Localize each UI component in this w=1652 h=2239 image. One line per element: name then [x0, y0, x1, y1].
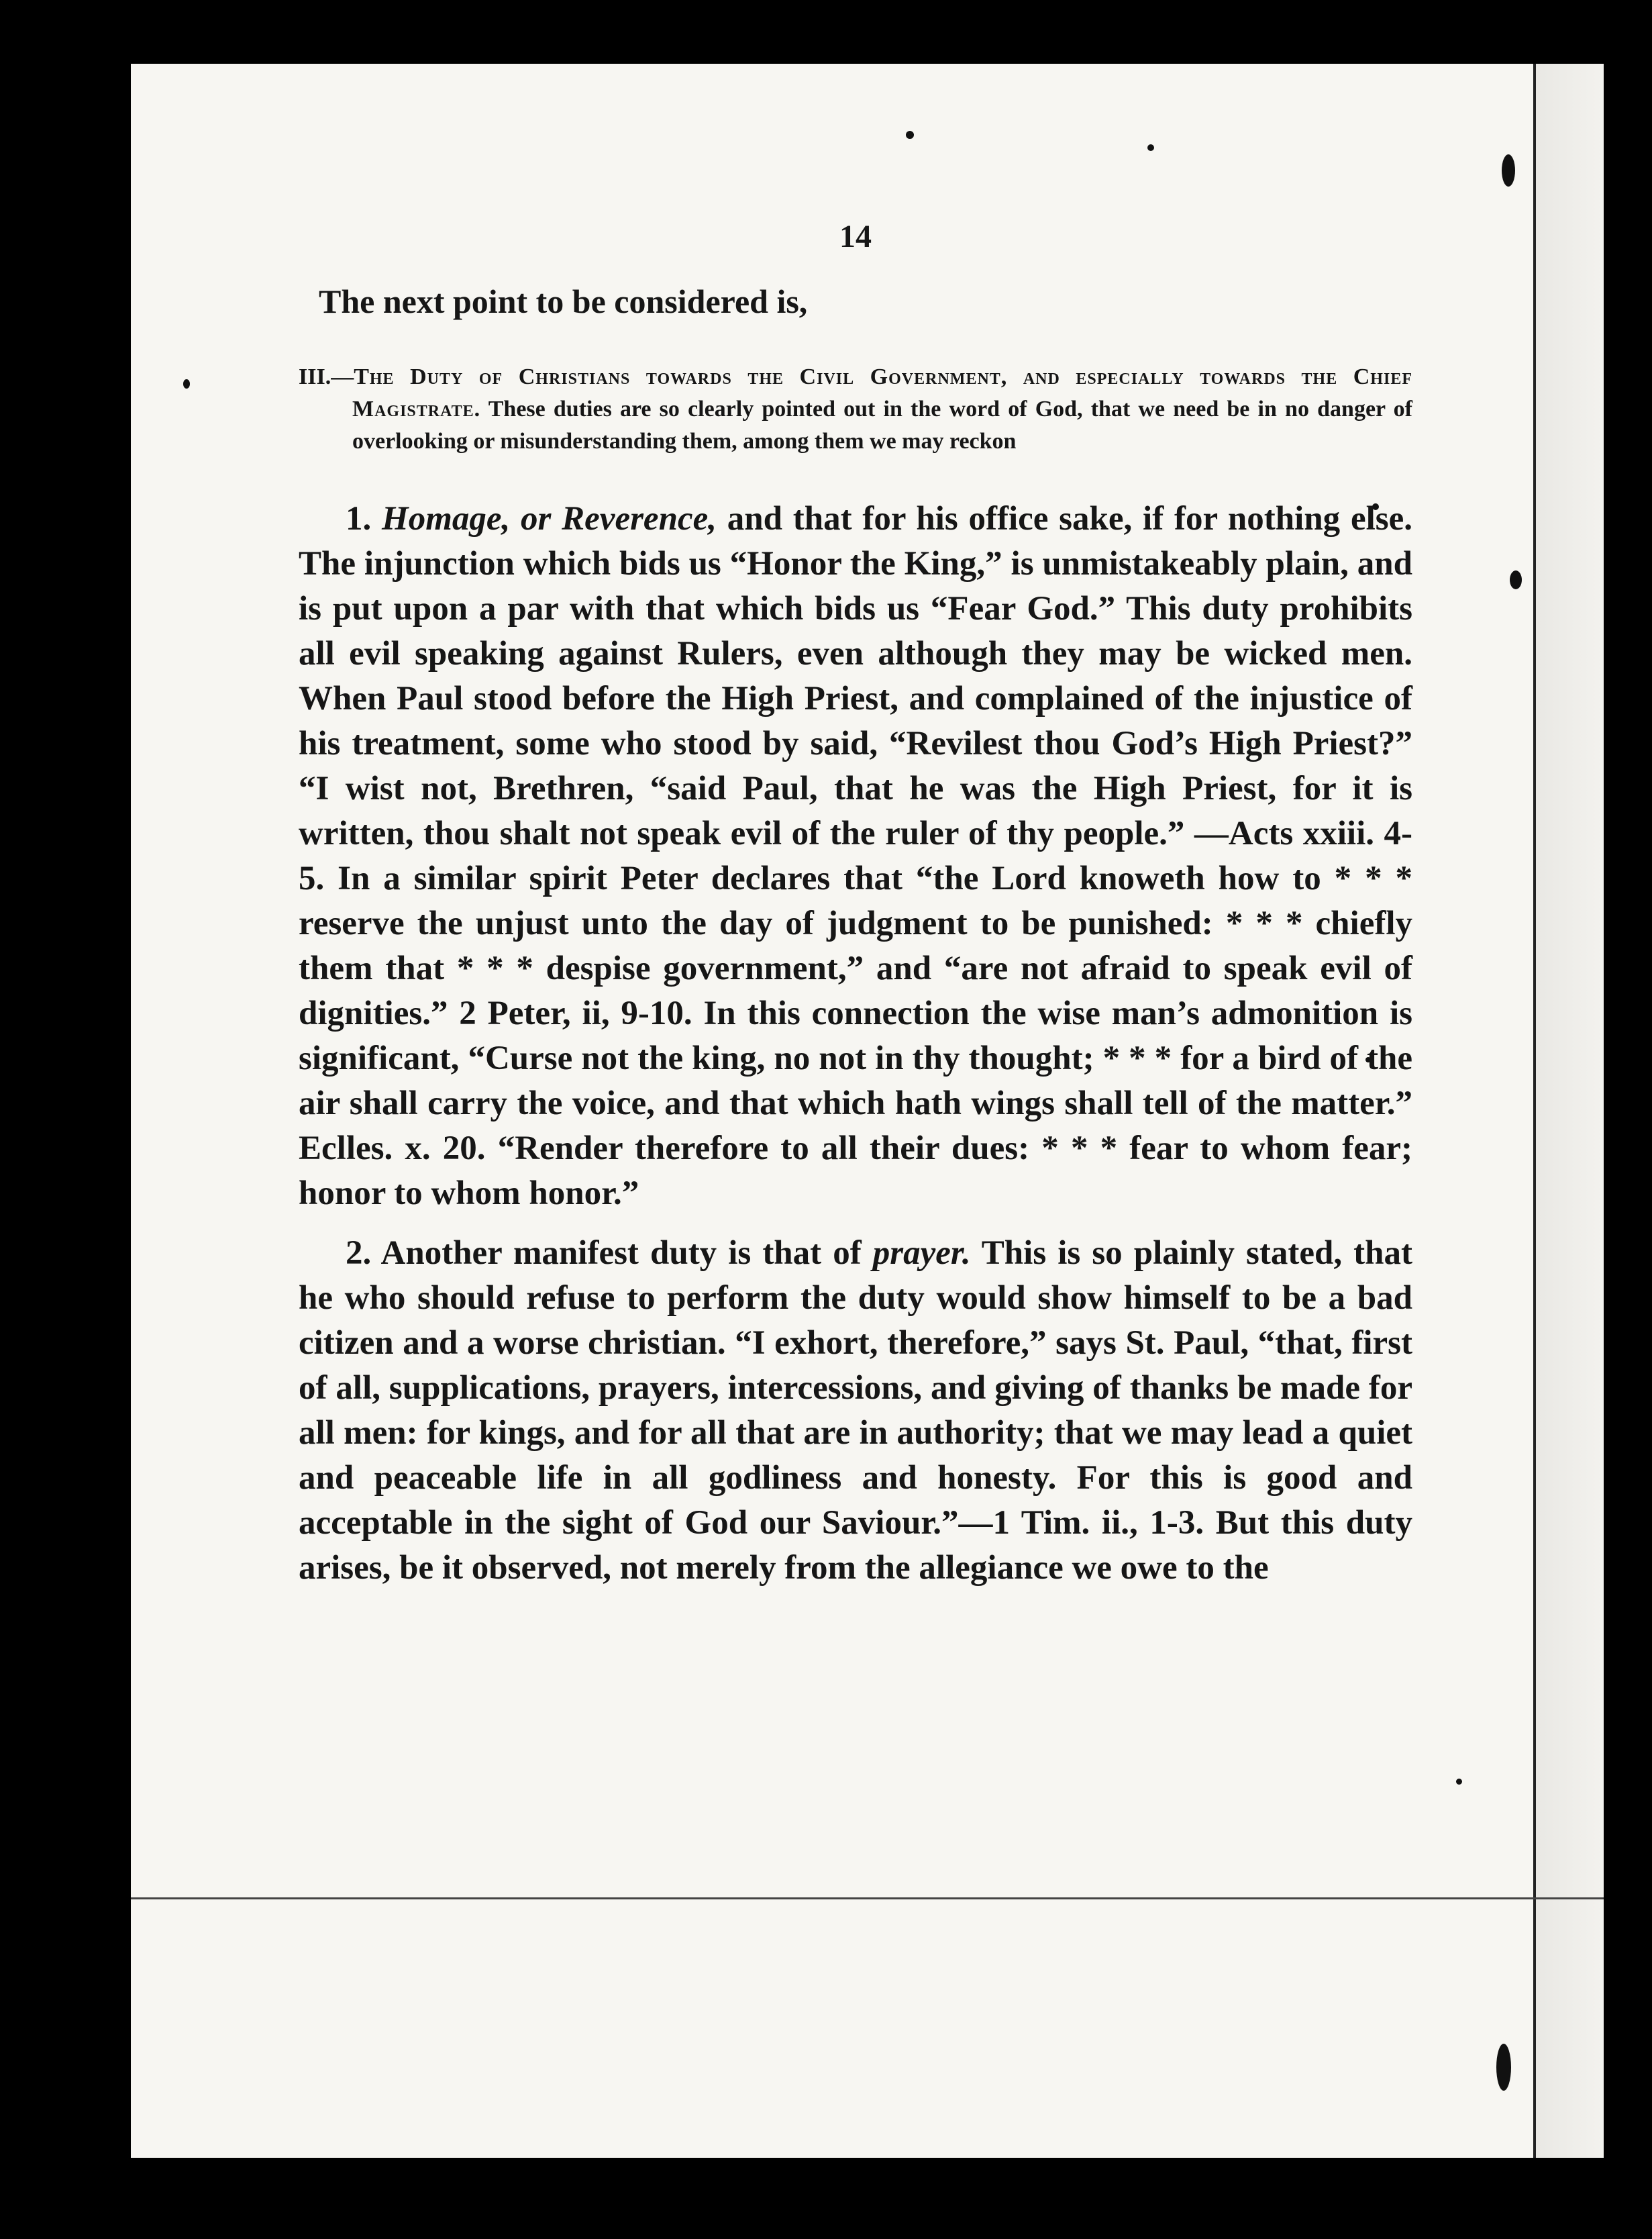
section-intro-text: These duties are so clearly pointed out in the word of God, that we need be in no danger of overlooking or misunderstanding them, among them we may reckon — [352, 397, 1412, 454]
paragraph-lead: 2. Another manifest duty is that of — [346, 1234, 873, 1272]
page-fold-shadow — [1536, 64, 1604, 2158]
emphasis-prayer: prayer. — [872, 1234, 971, 1272]
page-fold-line — [1533, 64, 1536, 2158]
ink-speck — [1496, 2044, 1511, 2091]
emphasis-homage: Homage, or Reverence, — [382, 500, 717, 538]
paragraph-homage — [299, 497, 1412, 1216]
section-numeral: III.— — [299, 364, 354, 389]
ink-speck — [1147, 144, 1154, 151]
ink-speck — [906, 131, 914, 139]
ink-speck — [183, 379, 190, 389]
section-title: The Duty of Christians towards the Civil Government, and especially towards the Chief Magistrate. — [352, 364, 1412, 421]
ink-speck — [1456, 1779, 1462, 1785]
scan-rule-line — [131, 1897, 1604, 1899]
section-heading — [299, 361, 1412, 458]
page-text — [299, 218, 1412, 1605]
paragraph-prayer — [299, 1231, 1412, 1591]
ink-speck — [1502, 154, 1515, 187]
paragraph-number: 1. — [346, 500, 382, 538]
paragraph-text: and that for his office sake, if for nothing else. The injunction which bids us “Honor the King,” is unmistakeably plain, and is put upon a par with that which bids us “Fear God.” This duty prohibits all evil speaking against Rulers, even although they may be wicked men. When Paul stood before the High Priest, and complained of the injustice of his treatment, some who stood by said, “Revilest thou God’s High Priest?” “I wist not, Brethren, “said Paul, that he was the High Priest, for it is written, thou shalt not speak evil of the ruler of thy people.” —Acts xxiii. 4-5. In a similar spirit Peter declares that “the Lord knoweth how to * * * reserve the unjust unto the day of judgment to be punished: * * * chiefly them that * * * despise government,” and “are not afraid to speak evil of dignities.” 2 Peter, ii, 9-10. In this connection the wise man’s admonition is significant, “Curse not the king, no not in thy thought; * * * for a bird of the air shall carry the voice, and that which hath wings shall tell of the matter.” Eclles. x. 20. “Render therefore to all their dues: * * * fear to whom fear; honor to whom honor.” — [299, 500, 1412, 1212]
ink-speck — [1510, 570, 1522, 589]
scanned-page — [131, 64, 1604, 2158]
paragraph-text: This is so plainly stated, that he who should refuse to perform the duty would show himself to be a bad citizen and a worse christian. “I exhort, therefore,” says St. Paul, “that, first of all, supplications, prayers, intercessions, and giving of thanks be made for all men: for kings, and for all that are in authority; that we may lead a quiet and peaceable life in all godliness and honesty. For this is good and acceptable in the sight of God our Saviour.”—1 Tim. ii., 1-3. But this duty arises, be it observed, not merely from the allegiance we owe to the — [299, 1234, 1412, 1587]
intro-line: The next point to be considered is, — [319, 283, 808, 320]
page-number: 14 — [839, 219, 872, 254]
